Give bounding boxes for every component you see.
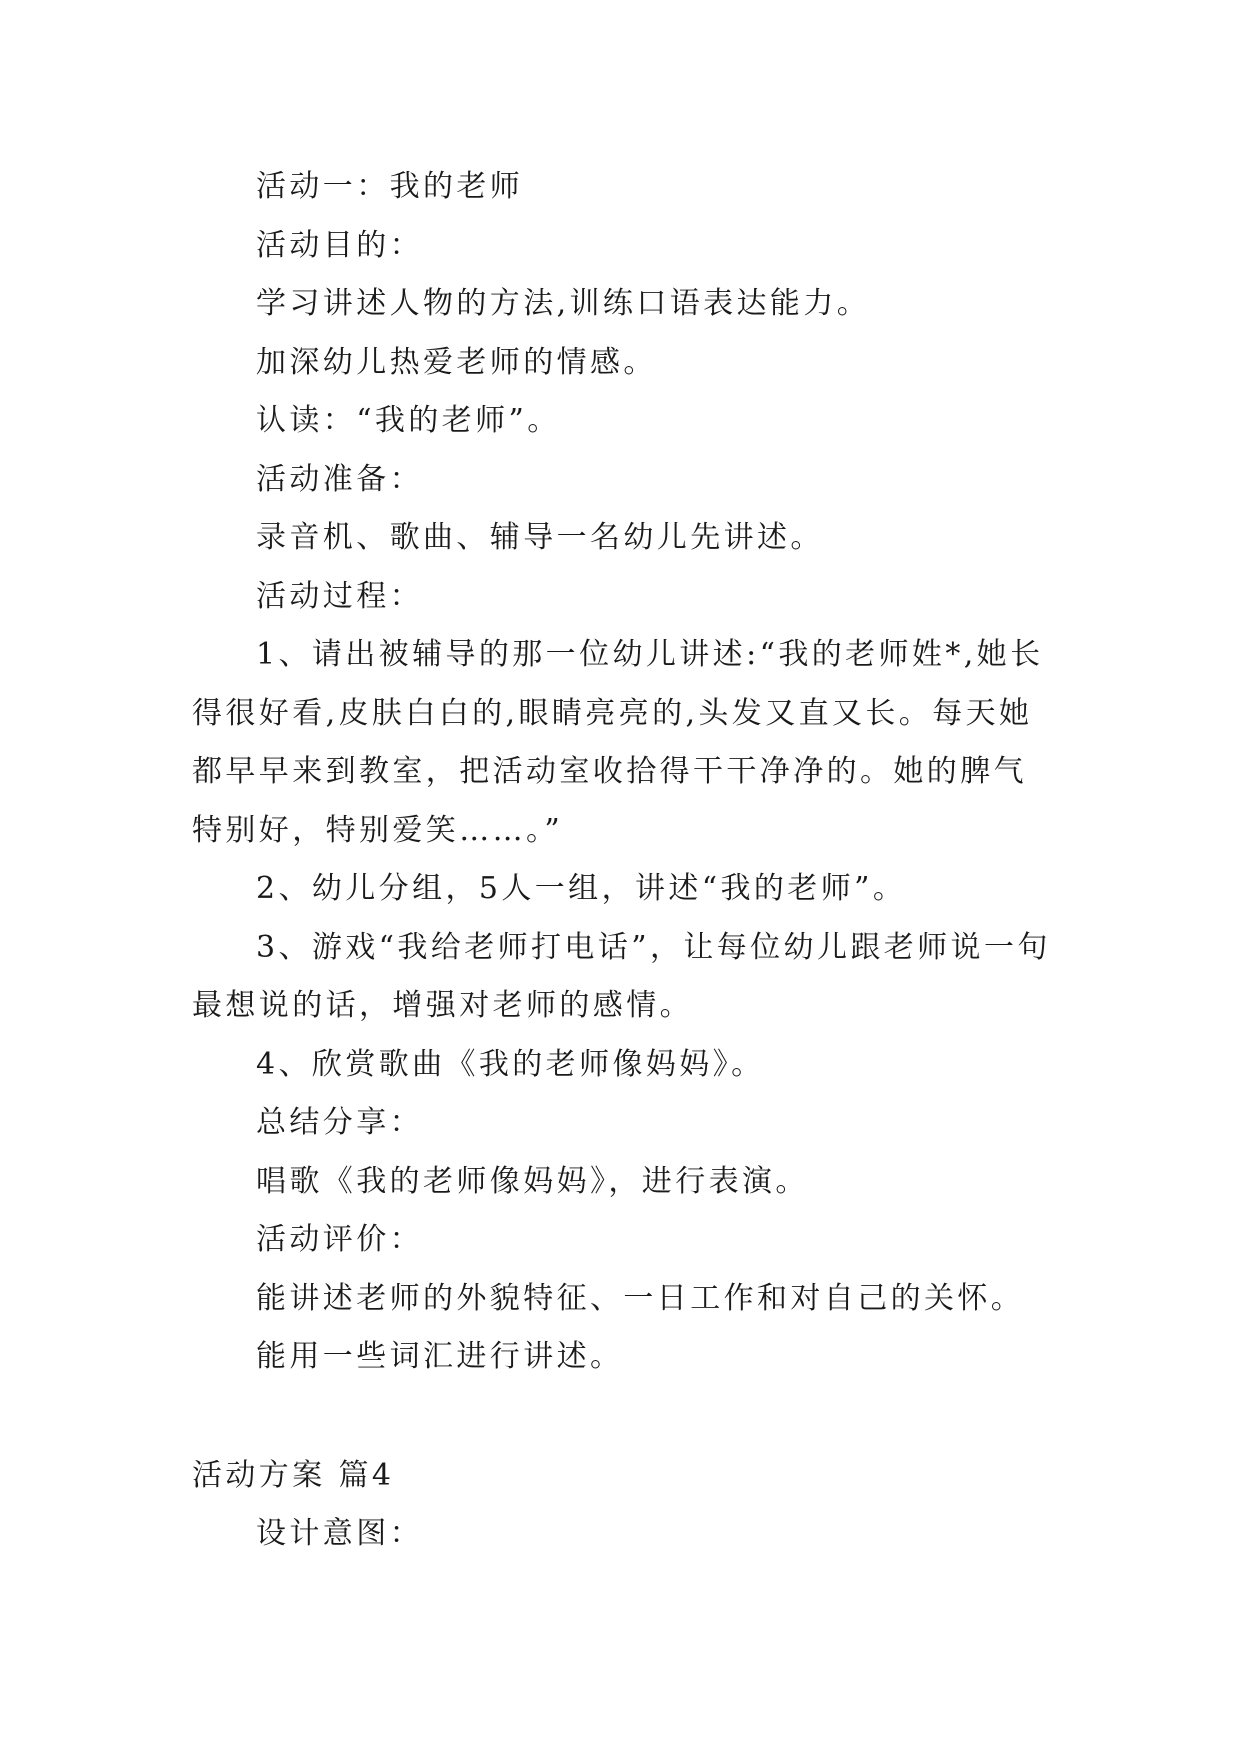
paragraph: 认读：“我的老师”。 — [256, 403, 561, 438]
section-heading: 活动方案 篇4 — [192, 1457, 395, 1493]
paragraph: 录音机、歌曲、辅导一名幼儿先讲述。 — [256, 520, 824, 555]
paragraph: 3、游戏“我给老师打电话”，让每位幼儿跟老师说一句最想说的话，增强对老师的感情。 — [192, 929, 1051, 1023]
paragraph: 活动评价： — [256, 1222, 423, 1257]
paragraph: 4、欣赏歌曲《我的老师像妈妈》。 — [256, 1046, 765, 1082]
paragraph: 1、请出被辅导的那一位幼儿讲述:“我的老师姓*,她长得很好看,皮肤白白的,眼睛亮亮的,头发又直又长。每天她都早早来到教室，把活动室收拾得干干净净的。她的脾气特别好，特别爱笑……。” — [192, 637, 1044, 848]
paragraph: 学习讲述人物的方法,训练口语表达能力。 — [256, 286, 871, 321]
paragraph: 能用一些词汇进行讲述。 — [256, 1339, 624, 1374]
section-spacer — [192, 1387, 1060, 1447]
document-body — [192, 158, 1060, 1564]
paragraph: 唱歌《我的老师像妈妈》，进行表演。 — [256, 1163, 809, 1199]
paragraph: 总结分享： — [256, 1105, 423, 1140]
paragraph: 加深幼儿热爱老师的情感。 — [256, 344, 657, 380]
paragraph: 设计意图： — [256, 1516, 423, 1551]
paragraph: 能讲述老师的外貌特征、一日工作和对自己的关怀。 — [256, 1280, 1025, 1316]
paragraph: 活动准备： — [256, 461, 423, 497]
paragraph: 活动过程： — [256, 578, 423, 614]
paragraph: 活动一：我的老师 — [256, 169, 524, 204]
paragraph: 活动目的： — [256, 227, 423, 263]
paragraph: 2、幼儿分组，5人一组，讲述“我的老师”。 — [256, 871, 907, 906]
